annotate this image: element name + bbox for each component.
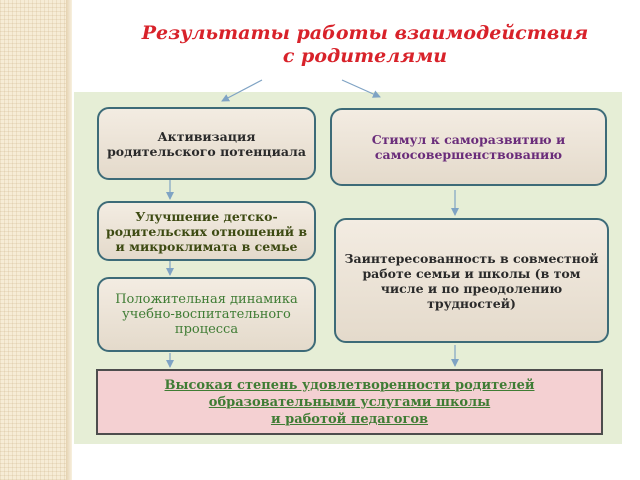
box-improvement-text: Улучшение детско-родительских отношений в и микроклимата в семье <box>105 208 308 254</box>
box-dynamics <box>97 277 316 352</box>
box-stimulus-text: Стимул к саморазвитию и самосовершенствованию <box>371 132 566 162</box>
result-line-3: и работой педагогов <box>270 411 429 427</box>
box-interest-text: Заинтересованность в совместной работе семьи и школы (в том числе и по преодолению трудностей) <box>344 250 599 311</box>
result-line-1: Высокая степень удовлетворенности родителей <box>164 377 535 393</box>
box-dynamics-text: Положительная динамика учебно-воспитательного процесса <box>115 292 298 337</box>
title-line-1: Результаты работы взаимодействия <box>141 22 589 44</box>
box-activation <box>97 107 316 180</box>
box-interest <box>334 218 609 343</box>
box-stimulus <box>330 108 607 186</box>
title-line-2: с родителями <box>282 45 448 67</box>
box-improvement <box>97 201 316 261</box>
result-line-2: образовательными услугами школы <box>208 394 491 410</box>
arrow-title-to-right <box>342 80 380 97</box>
result-box <box>96 369 603 435</box>
box-activation-text: Активизация родительского потенциала <box>107 128 306 159</box>
arrow-title-to-left <box>222 80 262 101</box>
